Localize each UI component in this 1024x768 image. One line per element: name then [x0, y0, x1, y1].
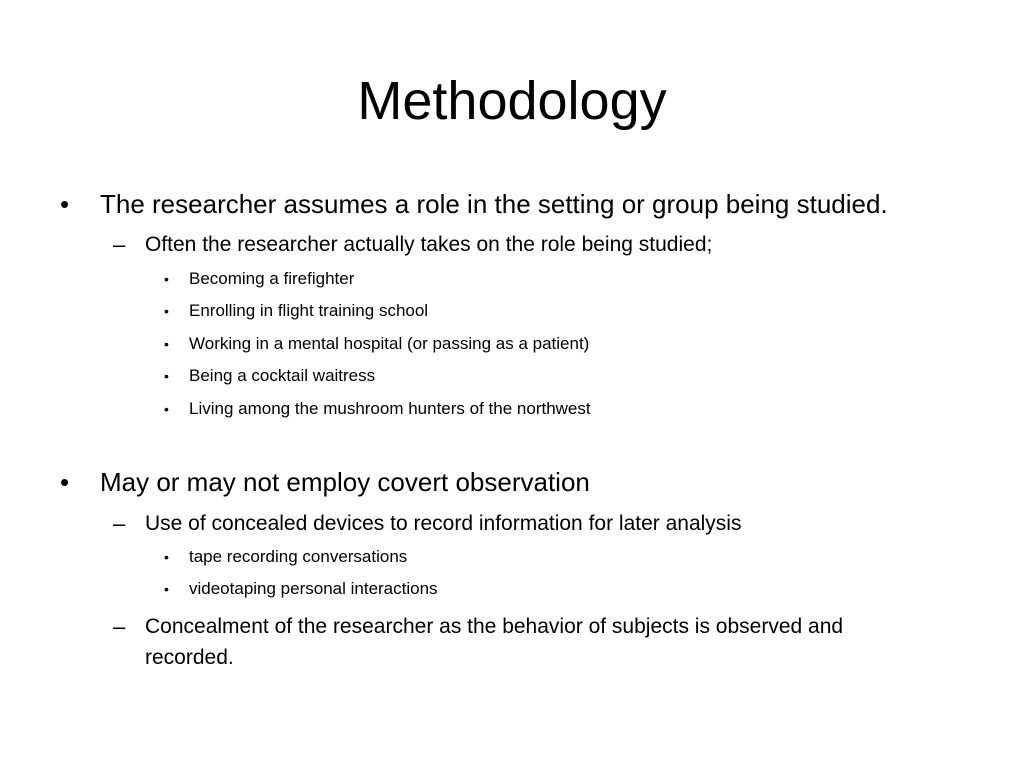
list-item: videotaping personal interactions — [189, 579, 438, 598]
bullet-icon: • — [164, 271, 169, 287]
sub-point: Often the researcher actually takes on the role being studied; — [145, 233, 713, 256]
bullet-icon: • — [164, 549, 169, 565]
list-item: tape recording conversations — [189, 547, 408, 566]
bullet-point: May or may not employ covert observation — [100, 467, 590, 497]
bullet-icon: • — [164, 401, 169, 417]
list-item: Being a cocktail waitress — [189, 366, 376, 385]
bullet-icon: • — [164, 303, 169, 319]
bullet-icon: • — [60, 467, 70, 497]
bullet-icon: • — [60, 189, 70, 219]
sub-point: Concealment of the researcher as the behavior of subjects is observed and — [145, 615, 844, 638]
list-item: Becoming a firefighter — [189, 269, 355, 288]
list-item: Working in a mental hospital (or passing as a patient) — [189, 334, 590, 353]
sub-point: Use of concealed devices to record information for later analysis — [145, 512, 742, 535]
bullet-icon: • — [164, 336, 169, 352]
bullet-point: The researcher assumes a role in the setting or group being studied. — [100, 189, 888, 219]
dash-icon: – — [113, 511, 126, 536]
dash-icon: – — [113, 232, 126, 257]
slide-title: Methodology — [357, 71, 667, 131]
bullet-icon: • — [164, 368, 169, 384]
bullet-icon: • — [164, 581, 169, 597]
list-item: Living among the mushroom hunters of the northwest — [189, 399, 591, 418]
list-item: Enrolling in flight training school — [189, 301, 429, 320]
sub-point-continuation: recorded. — [145, 646, 234, 669]
dash-icon: – — [113, 614, 126, 639]
